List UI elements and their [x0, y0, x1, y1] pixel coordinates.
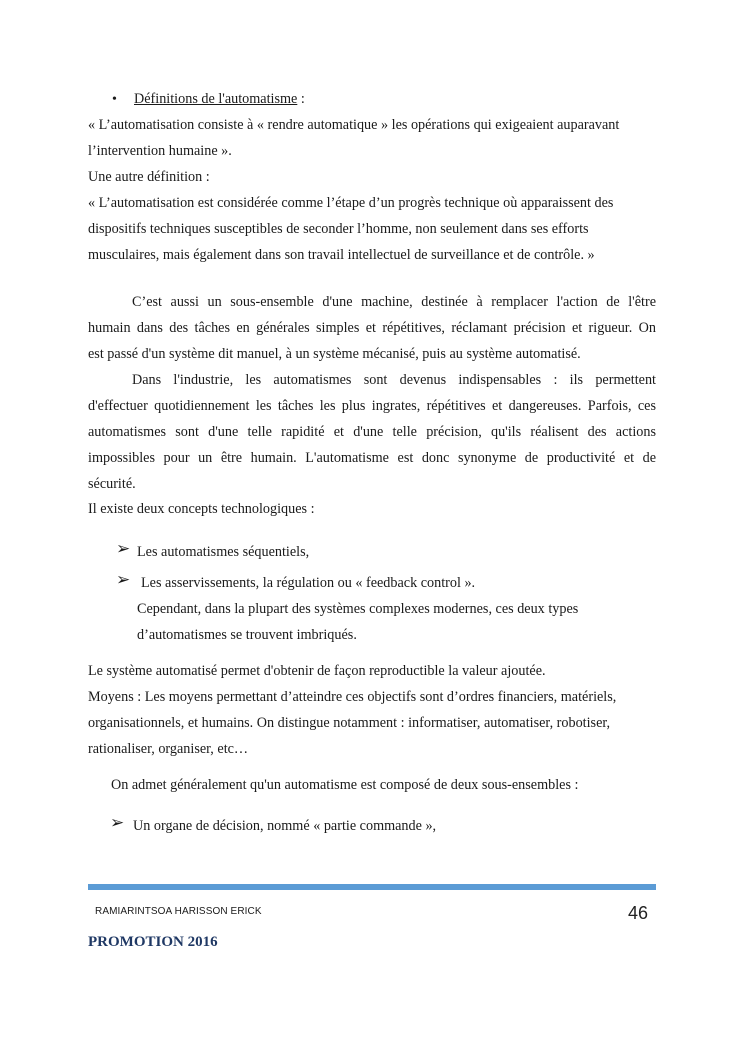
- arrow-bullet-icon: ➢: [116, 539, 131, 558]
- other-definition-label: Une autre définition :: [88, 169, 210, 185]
- arrow-bullet-icon: ➢: [110, 813, 125, 832]
- footer-rule: [88, 884, 656, 890]
- arrow-bullet-icon: ➢: [116, 570, 131, 589]
- concepts-note-line2: d’automatismes se trouvent imbriqués.: [137, 627, 357, 643]
- definitions-heading-line: [134, 90, 305, 108]
- def1-line2: l’intervention humaine ».: [88, 143, 232, 159]
- para2-line5: sécurité.: [88, 476, 136, 492]
- para2-line1: Dans l'industrie, les automatismes sont devenus indispensables : ils permettent: [132, 372, 656, 388]
- def2-line3: musculaires, mais également dans son travail intellectuel de surveillance et de contrôle. »: [88, 247, 595, 263]
- composition-item-1: Un organe de décision, nommé « partie commande »,: [133, 818, 437, 834]
- page-number: 46: [628, 903, 649, 923]
- para1-line2: humain dans des tâches en générales simples et répétitives, réclamant précision et rigueur. On: [88, 320, 656, 336]
- concept-item-2: Les asservissements, la régulation ou « feedback control ».: [141, 575, 476, 591]
- means-line2: organisationnels, et humains. On distingue notamment : informatiser, automatiser, robotiser,: [88, 715, 611, 731]
- para1-line1: C’est aussi un sous-ensemble d'une machine, destinée à remplacer l'action de l'être: [132, 294, 656, 310]
- def1-line1: « L’automatisation consiste à « rendre automatique » les opérations qui exigeaient auparavant: [88, 117, 620, 133]
- def2-line1: « L’automatisation est considérée comme l’étape d’un progrès technique où apparaissent des: [88, 195, 614, 211]
- bullet-marker: •: [112, 92, 117, 107]
- value-added: Le système automatisé permet d'obtenir de façon reproductible la valeur ajoutée.: [88, 663, 546, 679]
- composition-intro: On admet généralement qu'un automatisme est composé de deux sous-ensembles :: [111, 777, 579, 793]
- concept-item-1: Les automatismes séquentiels,: [137, 544, 310, 560]
- para2-line2: d'effectuer quotidiennement les tâches les plus ingrates, répétitives et dangereuses. Parfois, ces: [88, 398, 656, 414]
- footer-promotion: PROMOTION 2016: [88, 934, 218, 950]
- footer-author: RAMIARINTSOA HARISSON ERICK: [95, 906, 262, 917]
- concepts-note-line1: Cependant, dans la plupart des systèmes complexes modernes, ces deux types: [137, 601, 579, 617]
- para1-line3: est passé d'un système dit manuel, à un système mécanisé, puis au système automatisé.: [88, 346, 581, 362]
- means-line1: Moyens : Les moyens permettant d’atteindre ces objectifs sont d’ordres financiers, matériels,: [88, 689, 617, 705]
- definitions-heading: Définitions de l'automatisme: [134, 91, 298, 107]
- para2-line4: impossibles pour un être humain. L'automatisme est donc synonyme de productivité et de: [88, 450, 656, 466]
- def2-line2: dispositifs techniques susceptibles de seconder l’homme, non seulement dans ses efforts: [88, 221, 589, 237]
- concepts-intro: Il existe deux concepts technologiques :: [88, 501, 315, 517]
- means-line3: rationaliser, organiser, etc…: [88, 741, 249, 757]
- para2-line3: automatismes sont d'une telle rapidité et d'une telle précision, qu'ils réalisent des actions: [88, 424, 656, 440]
- definitions-heading-suffix: :: [297, 91, 305, 107]
